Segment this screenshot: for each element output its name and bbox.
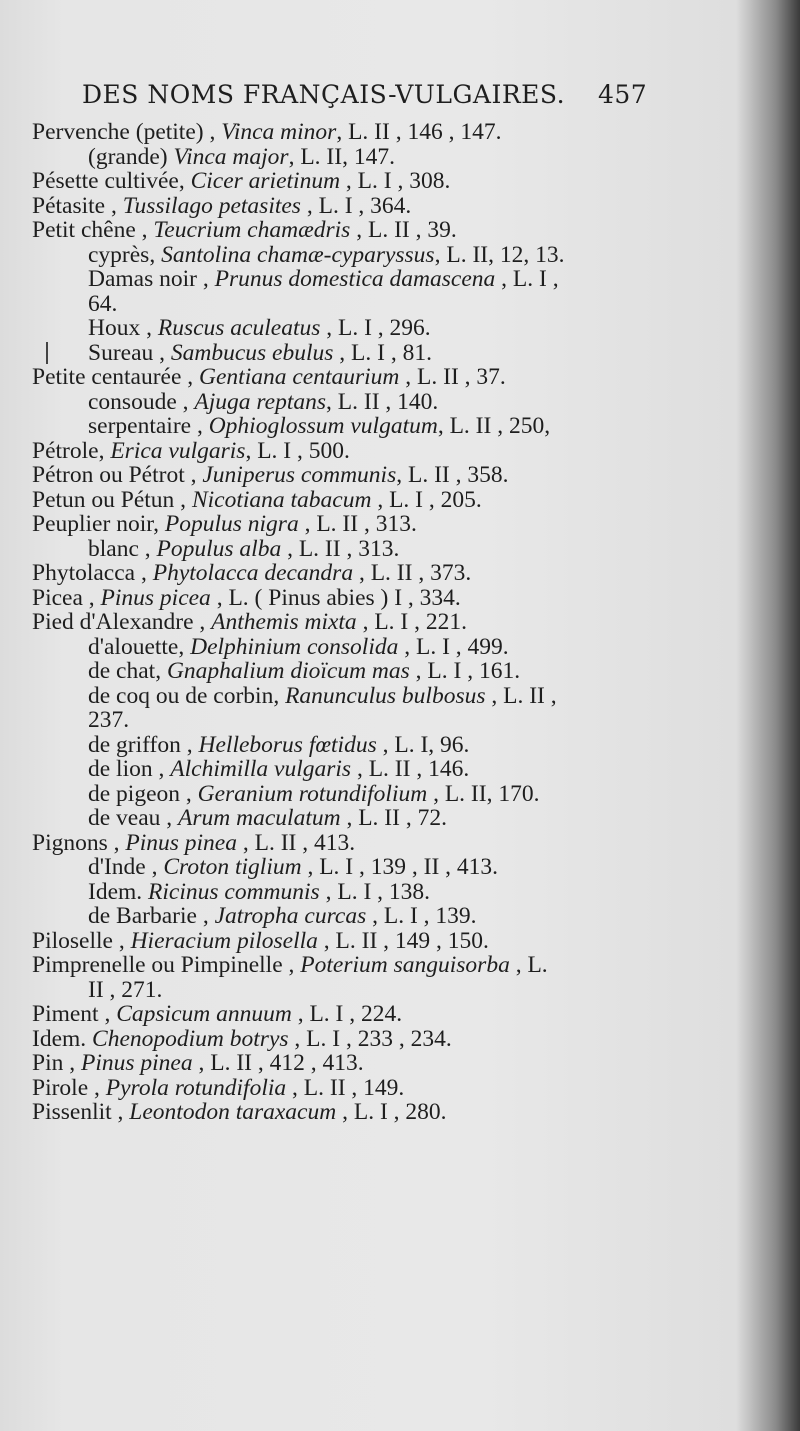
entry-french-name: Pésette cultivée, [32, 168, 191, 194]
entry-latin-name: Hieracium pilosella [130, 927, 318, 954]
entry-reference: , L. II , 140. [326, 388, 439, 415]
entry-latin-name: Nicotiana tabacum [191, 486, 372, 513]
entry-french-name: 237. [88, 707, 130, 733]
entry-latin-name: Phytolacca decandra [152, 560, 354, 586]
entry-reference: , L. II , 149. [286, 1074, 405, 1101]
entry-french-name: Pétasite , [32, 192, 123, 219]
entry-french-name: de veau , [88, 805, 179, 831]
entry-reference: , L. II, 12, 13. [434, 241, 565, 268]
entry-french-name: Idem. [88, 878, 149, 905]
running-title: DES NOMS FRANÇAIS-VULGAIRES. [82, 80, 566, 109]
entry-french-name: blanc , [88, 535, 157, 562]
entry-latin-name: Leontodon taraxacum [129, 1099, 337, 1125]
entry-reference: , L. II , 413. [237, 829, 356, 856]
entry-latin-name: Gentiana centaurium [199, 364, 400, 390]
entry-french-name: Pétrole, [32, 437, 111, 464]
entry-reference: , L. II , 149 , 150. [317, 927, 489, 954]
entry-french-name: Pervenche (petite) , [32, 119, 222, 145]
margin-mark [46, 342, 48, 364]
entry-latin-name: Cicer arietinum [190, 168, 341, 194]
entry-french-name: II , 271. [88, 976, 163, 1003]
entry-latin-name: Gnaphalium dioïcum mas [166, 658, 410, 684]
entry-latin-name: Arum maculatum [178, 805, 341, 831]
entry-reference: , L. II , 146 , 147. [336, 119, 502, 145]
entry-latin-name: Tussilago petasites [122, 192, 301, 219]
entry-french-name: Pissenlit , [32, 1099, 130, 1125]
entry-latin-name: Pinus pinea [125, 829, 237, 856]
entry-latin-name: Jatropha curcas [214, 903, 367, 929]
entry-latin-name: Juniperus communis [202, 462, 397, 488]
entry-reference: , L. II, 170. [427, 780, 540, 807]
entry-latin-name: Ophioglossum vulgatum [208, 413, 438, 439]
entry-latin-name: Santolina chamæ-cyparyssus [161, 241, 435, 268]
entry-french-name: Idem. [32, 1025, 93, 1052]
entry-latin-name: Prunus domestica damascena [214, 266, 496, 292]
entry-french-name: consoude , [88, 388, 195, 415]
entry-latin-name: Pyrola rotundifolia [105, 1074, 287, 1101]
entry-latin-name: Pinus pinea [80, 1050, 193, 1076]
entry-french-name: Petun ou Pétun , [32, 486, 192, 513]
entry-latin-name: Pinus picea [100, 584, 211, 611]
index-entry [88, 682, 557, 711]
entry-reference: , L. II, 147. [288, 143, 395, 170]
entry-french-name: Pin , [32, 1050, 81, 1076]
entry-reference: , L. I , 308. [340, 168, 451, 194]
entry-reference: , L. [509, 952, 548, 978]
entry-reference: , L. II , 146. [351, 756, 470, 782]
entry-latin-name: Capsicum annuum [116, 1001, 292, 1027]
page-number: 457 [598, 80, 648, 109]
entry-reference: , L. I , 364. [300, 192, 412, 219]
entry-reference: , L. I , 138. [319, 878, 431, 905]
entry-french-name: d'Inde , [88, 854, 164, 880]
index-entry [88, 265, 559, 294]
entry-latin-name: Populus alba [156, 535, 282, 562]
entry-french-name: Pignons , [32, 829, 126, 856]
entry-french-name: Pirole , [32, 1074, 106, 1101]
entry-french-name: Sureau , [88, 339, 171, 366]
entry-reference: , L. I , 221. [356, 609, 467, 635]
entry-french-name: Peuplier noir, [32, 511, 165, 537]
entry-reference: , L. I , 500. [245, 437, 350, 464]
entry-latin-name: Ruscus aculeatus [157, 315, 321, 341]
entry-latin-name: Anthemis mixta [211, 609, 357, 635]
entry-reference: , L. I , 224. [291, 1001, 403, 1027]
entry-latin-name: Sambucus ebulus [170, 339, 334, 366]
entry-french-name: Picea , [32, 584, 101, 611]
entry-reference: , L. I , 233 , 234. [288, 1025, 452, 1052]
entry-reference: , L. II , 250, [437, 413, 551, 439]
entry-latin-name: Ricinus communis [148, 878, 320, 905]
entry-latin-name: Chenopodium botrys [92, 1025, 289, 1052]
entry-reference: , L. II , 373. [353, 560, 472, 586]
entry-reference: , L. I, 96. [376, 731, 470, 758]
entry-french-name: de pigeon , [88, 780, 198, 807]
entry-french-name: de chat, [88, 658, 167, 684]
entry-latin-name: Vinca major [173, 143, 289, 170]
entry-reference: , L. I , 499. [398, 633, 509, 660]
entry-reference: , L. I , 81. [333, 339, 432, 366]
entry-latin-name: Erica vulgaris [110, 437, 246, 464]
entry-french-name: (grande) [88, 143, 174, 170]
entry-reference: , L. I , 139. [366, 903, 477, 929]
entry-french-name: Pimprenelle ou Pimpinelle , [32, 952, 301, 978]
entry-french-name: Pied d'Alexandre , [32, 609, 212, 635]
entry-reference: , L. II , 39. [350, 217, 457, 243]
entry-latin-name: Populus nigra [164, 511, 299, 537]
entry-reference: , L. I , 139 , II , 413. [301, 854, 499, 880]
entry-french-name: de griffon , [88, 731, 199, 758]
entry-french-name: Houx , [88, 315, 158, 341]
entry-reference: , L. ( Pinus abies ) I , 334. [210, 584, 461, 611]
entry-french-name: Petit chêne , [32, 217, 154, 243]
entry-french-name: d'alouette, [88, 633, 191, 660]
entry-reference: , L. I , 296. [320, 315, 431, 341]
entry-latin-name: Geranium rotundifolium [197, 780, 428, 807]
entry-french-name: de Barbarie , [88, 903, 215, 929]
entry-french-name: Phytolacca , [32, 560, 153, 586]
entry-french-name: de lion , [88, 756, 171, 782]
entry-french-name: cyprès, [88, 241, 162, 268]
entry-reference: , L. I , 161. [409, 658, 521, 684]
entry-french-name: Piment , [32, 1001, 117, 1027]
entry-latin-name: Vinca minor [221, 119, 337, 145]
entry-french-name: Pétron ou Pétrot , [32, 462, 203, 488]
entry-reference: , L. II , 313. [281, 535, 400, 562]
entry-latin-name: Ajuga reptans [194, 388, 327, 415]
entry-latin-name: Croton tiglium [163, 854, 302, 880]
entry-french-name: Petite centaurée , [32, 364, 200, 390]
entry-french-name: 64. [88, 290, 118, 317]
entry-reference: , L. II , 37. [399, 364, 506, 390]
entry-reference: , L. I , 280. [336, 1099, 447, 1125]
entry-latin-name: Delphinium consolida [190, 633, 399, 660]
entry-reference: , L. II , 72. [340, 805, 447, 831]
entry-french-name: Damas noir , [88, 266, 215, 292]
entry-latin-name: Ranunculus bulbosus [285, 682, 486, 709]
entry-latin-name: Poterium sanguisorba [300, 952, 510, 978]
entry-french-name: Piloselle , [32, 927, 131, 954]
entry-reference: , L. I , 205. [371, 486, 482, 513]
entry-latin-name: Helleborus fœtidus [198, 731, 377, 758]
entry-french-name: serpentaire , [88, 413, 209, 439]
index-entry [32, 1098, 447, 1127]
entry-reference: , L. II , 313. [298, 511, 417, 537]
entry-reference: , L. I , [495, 266, 559, 292]
entry-reference: , L. II , 412 , 413. [192, 1050, 364, 1076]
entry-latin-name: Alchimilla vulgaris [170, 756, 352, 782]
entry-french-name: de coq ou de corbin, [88, 682, 286, 709]
entry-reference: , L. II , 358. [396, 462, 509, 488]
entry-latin-name: Teucrium chamædris [153, 217, 351, 243]
entry-reference: , L. II , [485, 682, 557, 709]
